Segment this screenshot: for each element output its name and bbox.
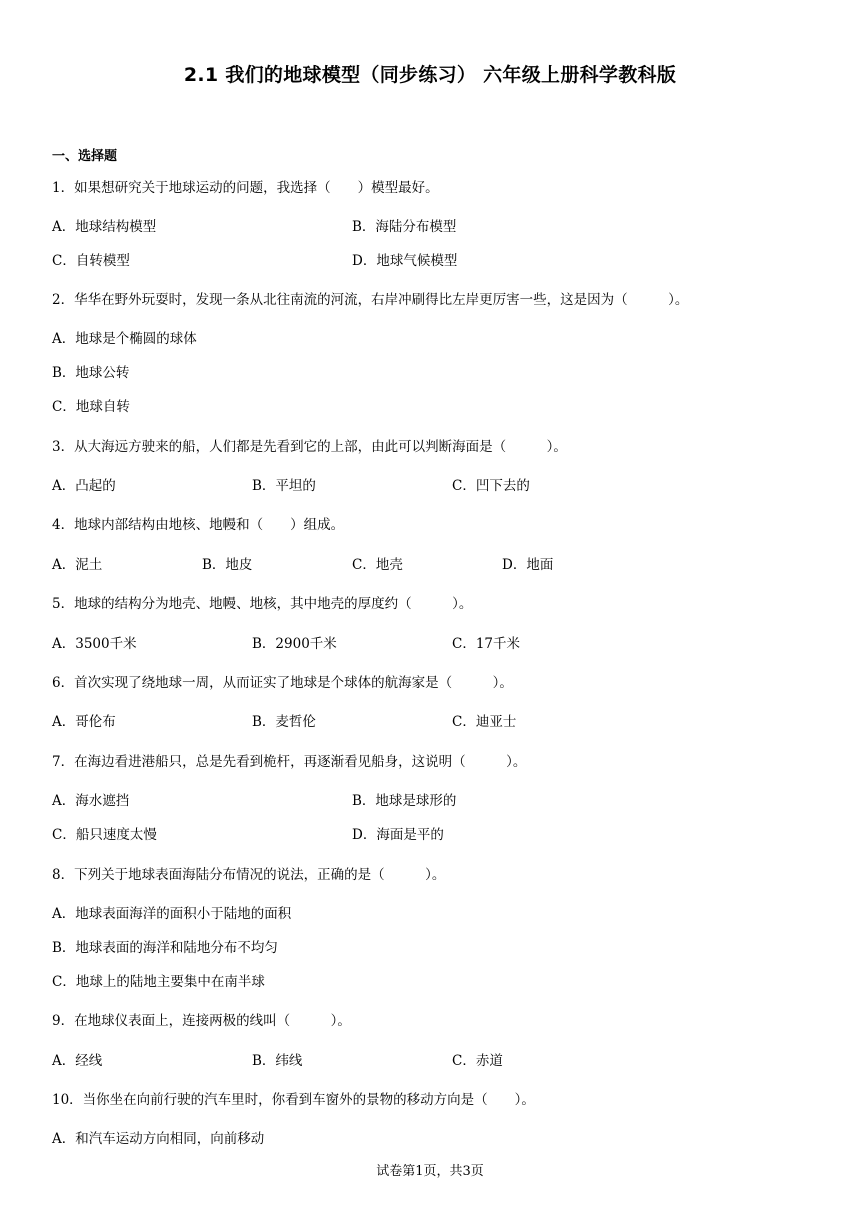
- answer-option: C．地球自转: [52, 399, 130, 415]
- question-stem: 5．地球的结构分为地壳、地幔、地核，其中地壳的厚度约（ ）。: [52, 596, 473, 612]
- question-stem: 2．华华在野外玩耍时，发现一条从北往南流的河流，右岸冲刷得比左岸更厉害一些，这是因为（ ）。: [52, 292, 689, 308]
- answer-option: B．纬线: [252, 1053, 303, 1069]
- answer-option: C．赤道: [452, 1053, 503, 1069]
- question-stem: 6．首次实现了绕地球一周，从而证实了地球是个球体的航海家是（ ）。: [52, 675, 513, 691]
- question-stem: 10．当你坐在向前行驶的汽车里时，你看到车窗外的景物的移动方向是（ ）。: [52, 1092, 535, 1108]
- answer-option: B．平坦的: [252, 478, 316, 494]
- answer-option: C．地壳: [352, 557, 403, 573]
- answer-option: A．经线: [52, 1053, 103, 1069]
- answer-option: B．地皮: [202, 557, 253, 573]
- answer-option: A．哥伦布: [52, 714, 116, 730]
- question-stem: 9．在地球仪表面上，连接两极的线叫（ ）。: [52, 1013, 351, 1029]
- answer-option: C．迪亚士: [452, 714, 517, 730]
- answer-option: C．船只速度太慢: [52, 827, 157, 843]
- answer-option: A．和汽车运动方向相同，向前移动: [52, 1131, 265, 1147]
- answer-option: B．麦哲伦: [252, 714, 316, 730]
- question-stem: 7．在海边看进港船只，总是先看到桅杆，再逐渐看见船身，这说明（ ）。: [52, 754, 527, 770]
- answer-option: C．地球上的陆地主要集中在南半球: [52, 974, 265, 990]
- section-heading: 一、选择题: [52, 149, 118, 164]
- question-stem: 3．从大海远方驶来的船，人们都是先看到它的上部，由此可以判断海面是（ ）。: [52, 439, 567, 455]
- answer-option: A．地球是个椭圆的球体: [52, 331, 197, 347]
- answer-option: A．地球表面海洋的面积小于陆地的面积: [52, 906, 292, 922]
- answer-option: D．地面: [502, 557, 554, 573]
- answer-option: D．海面是平的: [352, 827, 444, 843]
- answer-option: B．海陆分布模型: [352, 219, 457, 235]
- answer-option: C．自转模型: [52, 253, 130, 269]
- answer-option: A．泥土: [52, 557, 103, 573]
- page-footer: 试卷第1页，共3页: [376, 1164, 484, 1179]
- answer-option: C．17千米: [452, 636, 521, 652]
- answer-option: B．地球公转: [52, 365, 130, 381]
- answer-option: B．2900千米: [252, 636, 337, 652]
- answer-option: D．地球气候模型: [352, 253, 458, 269]
- answer-option: A．地球结构模型: [52, 219, 157, 235]
- answer-option: A．凸起的: [52, 478, 116, 494]
- answer-option: A．3500千米: [52, 636, 137, 652]
- page-title: 2.1 我们的地球模型（同步练习） 六年级上册科学教科版: [183, 64, 677, 86]
- answer-option: B．地球是球形的: [352, 793, 457, 809]
- question-stem: 4．地球内部结构由地核、地幔和（ ）组成。: [52, 517, 345, 533]
- answer-option: B．地球表面的海洋和陆地分布不均匀: [52, 940, 278, 956]
- question-stem: 1．如果想研究关于地球运动的问题，我选择（ ）模型最好。: [52, 180, 439, 196]
- answer-option: A．海水遮挡: [52, 793, 130, 809]
- answer-option: C．凹下去的: [452, 478, 530, 494]
- question-stem: 8．下列关于地球表面海陆分布情况的说法，正确的是（ ）。: [52, 867, 446, 883]
